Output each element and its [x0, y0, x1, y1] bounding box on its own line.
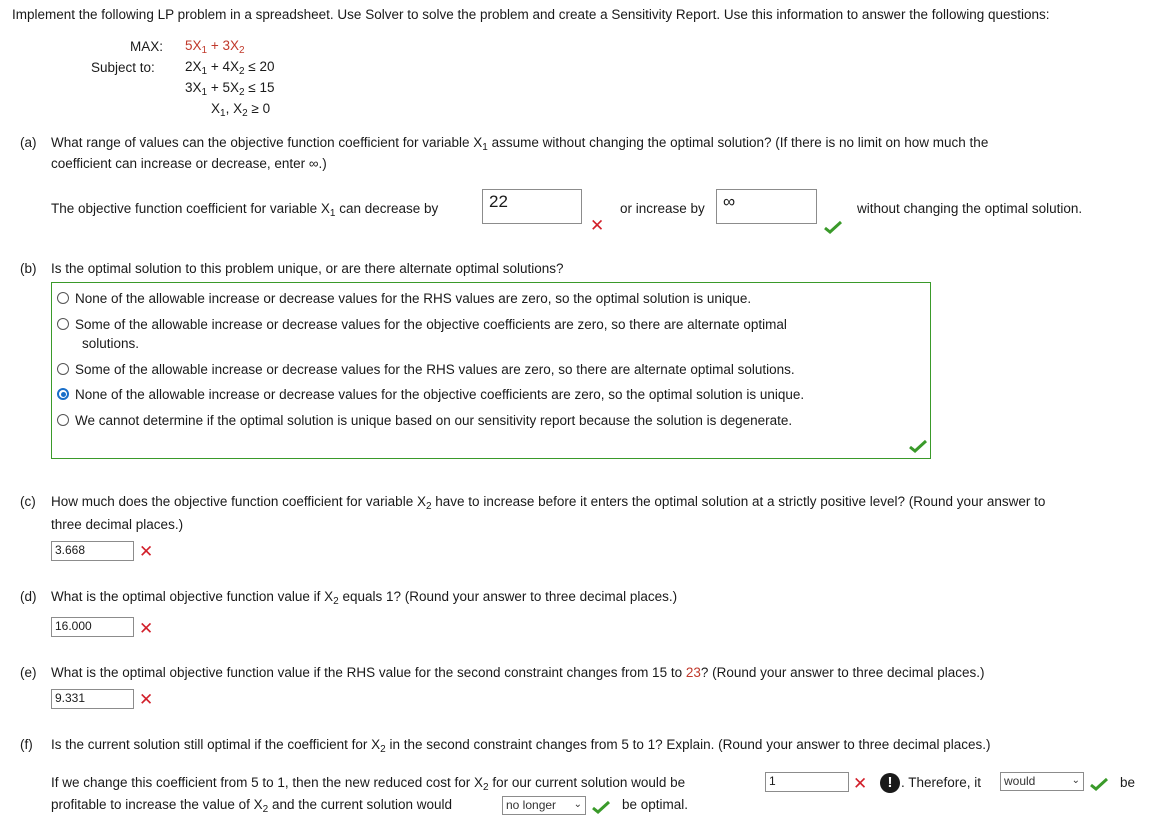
part-a-question: What range of values can the objective function coefficient for variable $X_1$ assume without changing the optimal solution? (If there is no limit on how much the — [51, 135, 989, 153]
subject-to-label: Subject to: — [91, 60, 155, 75]
part-c-question: How much does the objective function coefficient for variable $X_2$ have to increase before it enters the optimal solution at a strictly positive level? (Round your answer to — [51, 494, 1046, 512]
part-e-label: (e) — [20, 665, 37, 680]
option-2-radio[interactable] — [57, 318, 69, 330]
part-c-answer-input[interactable]: 3.668 — [51, 541, 134, 561]
be-optimal-text: be optimal. — [622, 797, 689, 812]
be-text: be — [1120, 775, 1136, 790]
option-4-text: None of the allowable increase or decrease values for the objective coefficients are zero, so the optimal solution is unique. — [75, 387, 805, 402]
part-e-answer-input[interactable]: 9.331 — [51, 689, 134, 709]
part-a-question-line2: coefficient can increase or decrease, enter ∞.) — [51, 156, 327, 171]
part-d-answer-input[interactable]: 16.000 — [51, 617, 134, 637]
incorrect-icon: ✕ — [139, 619, 154, 638]
incorrect-icon: ✕ — [139, 542, 154, 561]
no-longer-select[interactable]: no longer ⌄ — [502, 796, 586, 815]
option-5-text: We cannot determine if the optimal solution is unique based on our sensitivity report because the solution is degenerate. — [75, 413, 793, 428]
correct-check-icon — [824, 220, 842, 234]
option-3-text: Some of the allowable increase or decrease values for the RHS values are zero, so there are alternate optimal solutions. — [75, 362, 795, 377]
part-d-label: (d) — [20, 589, 37, 604]
option-1-radio[interactable] — [57, 292, 69, 304]
increase-by-input[interactable]: ∞ — [716, 189, 817, 224]
part-e-question: What is the optimal objective function value if the RHS value for the second constraint changes from 15 to 23? (Round your answer to three decimal places.) — [51, 665, 985, 680]
decrease-by-input[interactable]: 22 — [482, 189, 582, 224]
correct-check-icon — [909, 439, 927, 453]
reduced-cost-input[interactable]: 1 — [765, 772, 849, 792]
incorrect-icon: ✕ — [590, 216, 605, 235]
correct-check-icon — [1090, 777, 1108, 791]
constraint-1: $2X_1 + 4X_2 \le 20$ — [185, 59, 275, 77]
part-b-label: (b) — [20, 261, 37, 276]
constraint-2: $3X_1 + 5X_2 \le 15$ — [185, 80, 275, 98]
objective-function: $5X_1 + 3X_2$ — [185, 38, 245, 56]
chevron-down-icon: ⌄ — [573, 799, 582, 810]
option-2-text-line2: solutions. — [82, 336, 140, 351]
part-c-question-line2: three decimal places.) — [51, 517, 184, 532]
part-f-question: Is the current solution still optimal if the coefficient for $X_2$ in the second constraint changes from 5 to 1? Explain. (Round your answer to three decimal places.) — [51, 737, 991, 755]
would-select[interactable]: would ⌄ — [1000, 772, 1084, 791]
option-2-text: Some of the allowable increase or decrease values for the objective coefficients are zero, so there are alternate optimal — [75, 317, 787, 332]
part-f-statement-line2: profitable to increase the value of $X_2$ and the current solution would — [51, 797, 453, 815]
chevron-down-icon: ⌄ — [1071, 775, 1080, 786]
incorrect-icon: ✕ — [139, 690, 154, 709]
part-c-label: (c) — [20, 494, 36, 509]
part-a-statement: The objective function coefficient for variable $X_1$ can decrease by — [51, 201, 439, 219]
part-f-statement-line1: If we change this coefficient from 5 to 1, then the new reduced cost for $X_2$ for our current solution would be — [51, 775, 686, 793]
part-a-label: (a) — [20, 135, 37, 150]
nonnegativity-constraint: $X_1$, $X_2 \ge 0$ — [211, 101, 271, 119]
therefore-text: . Therefore, it — [901, 775, 982, 790]
part-d-question: What is the optimal objective function value if $X_2$ equals 1? (Round your answer to three decimal places.) — [51, 589, 678, 607]
incorrect-icon: ✕ — [853, 774, 868, 793]
option-3-radio[interactable] — [57, 363, 69, 375]
or-increase-label: or increase by — [620, 201, 705, 216]
intro-text: Implement the following LP problem in a spreadsheet. Use Solver to solve the problem and create a Sensitivity Report. Use this information to answer the following questions: — [12, 7, 1050, 22]
option-4-radio-selected[interactable] — [57, 388, 69, 400]
part-b-question: Is the optimal solution to this problem unique, or are there alternate optimal solutions? — [51, 261, 564, 276]
correct-check-icon — [592, 800, 610, 814]
part-a-tail: without changing the optimal solution. — [857, 201, 1083, 216]
option-5-radio[interactable] — [57, 414, 69, 426]
max-label: MAX: — [130, 39, 164, 54]
alert-icon: ! — [880, 773, 900, 793]
part-f-label: (f) — [20, 737, 33, 752]
option-1-text: None of the allowable increase or decrease values for the RHS values are zero, so the optimal solution is unique. — [75, 291, 752, 306]
